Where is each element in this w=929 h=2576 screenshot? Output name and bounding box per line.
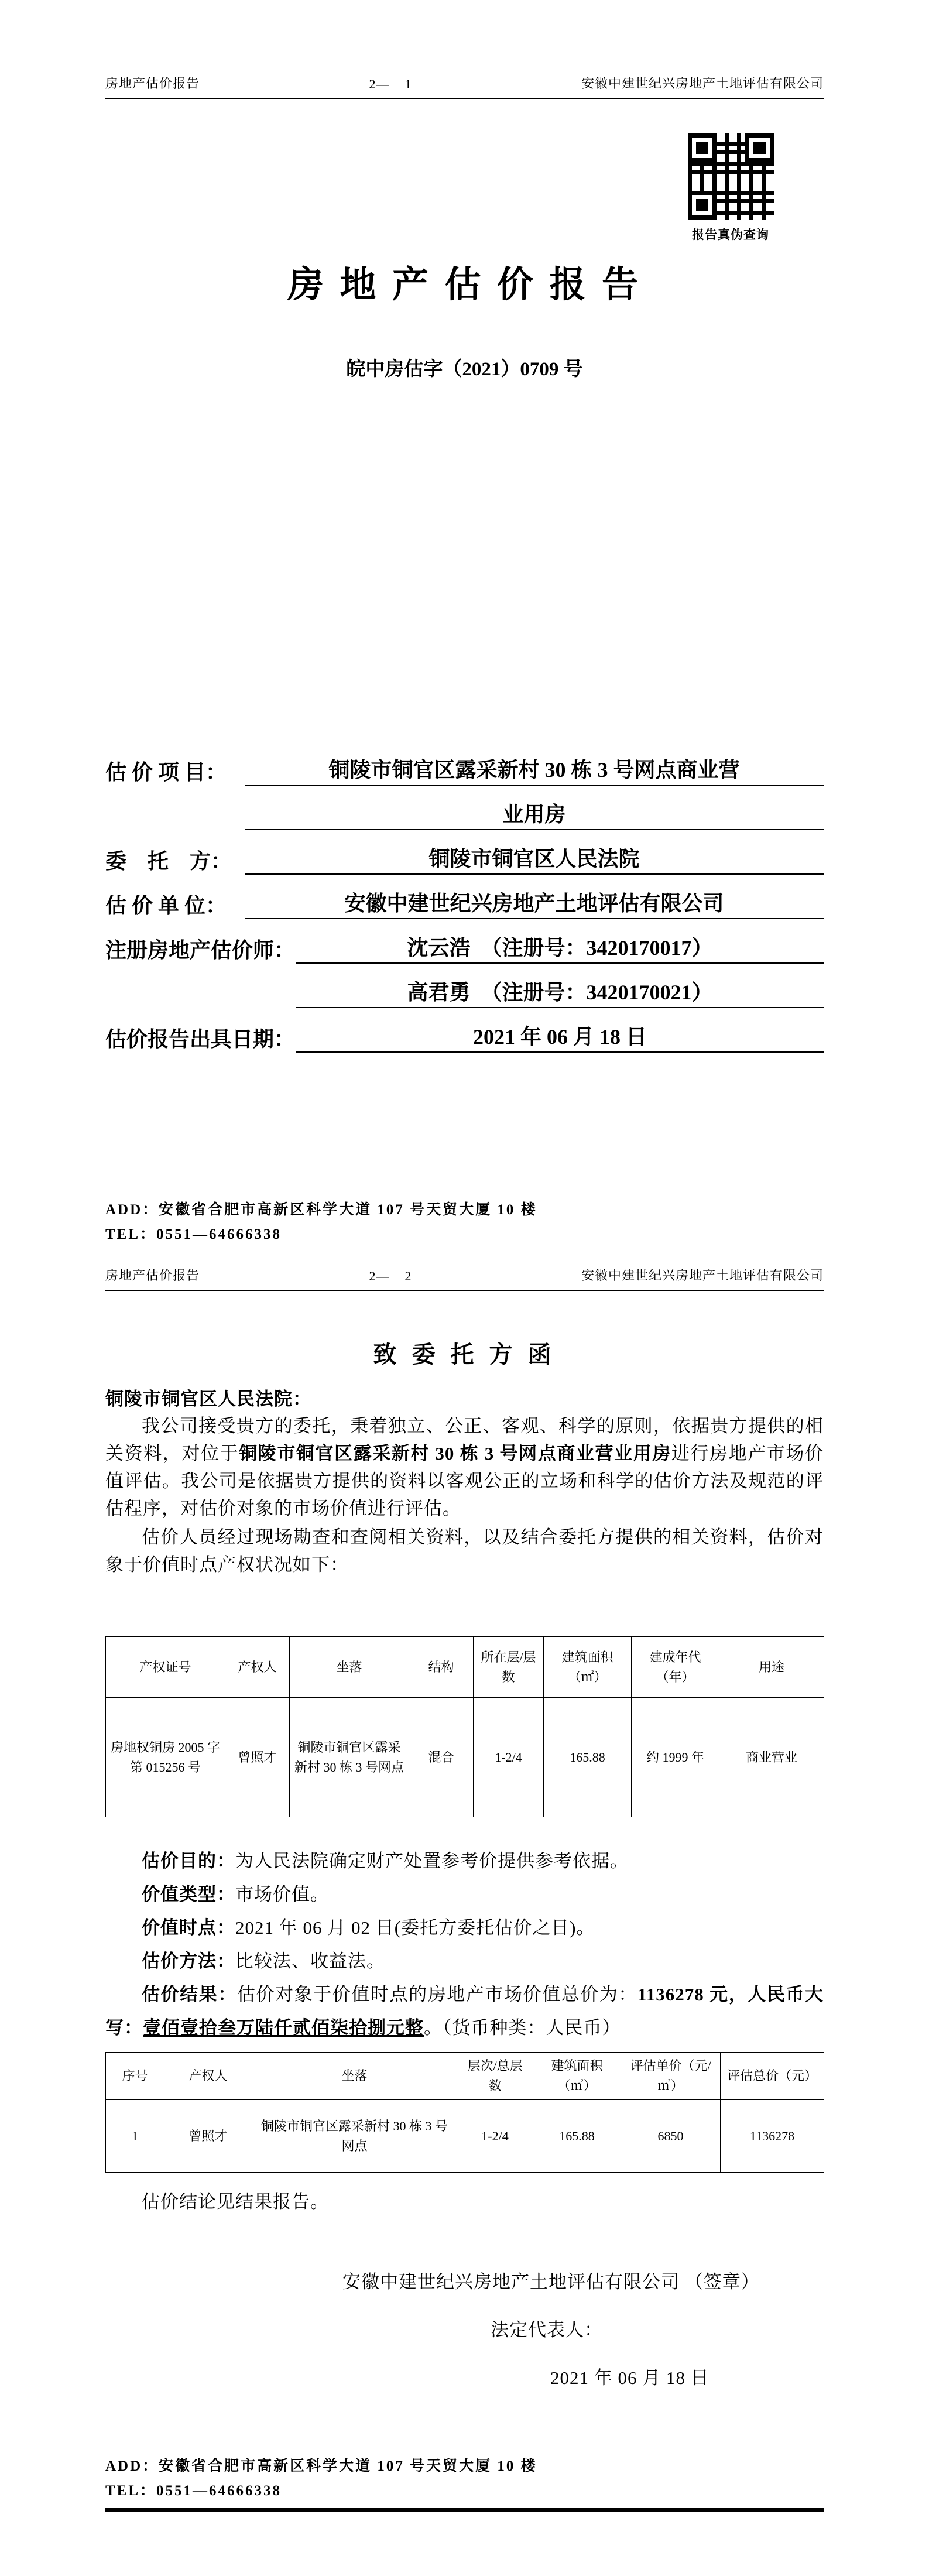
text-segment: 进行房地产市场价值评估。我公司是依据贵方提供的资料以客观公正的立场和科学的估价方法及规范的评估程序，对估价对象的市场价值进行评估。 (105, 1443, 824, 1519)
field-project-row (105, 755, 824, 786)
table-cell-structure: 混合 (409, 1698, 474, 1817)
text-segment: 壹佰壹拾叁万陆仟贰佰柒拾捌元整 (143, 2017, 424, 2038)
field-value-appraiser-2: 高君勇 （注册号：3420170021） (296, 976, 824, 1008)
footer-address: ADD：安徽省合肥市高新区科学大道 107 号天贸大厦 10 楼 (105, 1202, 537, 1218)
table-header-cell: 产权人 (225, 1637, 290, 1698)
legal-representative-label: 法定代表人： (491, 2320, 603, 2340)
text-segment: 比较法、收益法。 (235, 1951, 385, 1971)
value-date (105, 1911, 824, 1944)
table-cell-total-price: 1136278 (721, 2100, 824, 2173)
text-segment: 估价目的： (142, 1851, 235, 1871)
text-segment: 市场价值。 (235, 1884, 329, 1904)
valuation-purpose (105, 1844, 824, 1878)
field-label-appraisers: 注册房地产估价师： (105, 938, 296, 962)
table-cell-area: 165.88 (544, 1698, 632, 1817)
report-cover-page (0, 0, 929, 1259)
table-header-cell: 评估总价（元） (721, 2053, 824, 2100)
text-segment: 价值时点： (142, 1917, 235, 1938)
table-header-cell: 建成年代（年） (632, 1637, 719, 1698)
text-segment: 为人民法院确定财产处置参考价提供参考依据。 (235, 1851, 629, 1871)
value-type (105, 1878, 824, 1911)
table-header-row (106, 2053, 824, 2100)
table-cell-year: 约 1999 年 (632, 1698, 719, 1817)
footer-address: ADD：安徽省合肥市高新区科学大道 107 号天贸大厦 10 楼 (105, 2458, 537, 2474)
table-header-cell: 建筑面积（㎡） (533, 2053, 621, 2100)
report-title: 房 地 产 估 价 报 告 (287, 265, 642, 305)
text-segment: 铜陵市铜官区露采新村 30 栋 3 号网点商业营业用房 (239, 1443, 671, 1464)
field-value-appraiser-1: 沈云浩 （注册号：3420170017） (296, 931, 824, 964)
qr-code (688, 133, 774, 220)
text-segment: 估价对象于价值时点的房地产市场价值总价为： (236, 1984, 637, 2005)
table-header-cell: 结构 (409, 1637, 474, 1698)
header-company-name: 安徽中建世纪兴房地产土地评估有限公司 (581, 76, 824, 91)
field-value-project-line1: 铜陵市铜官区露采新村 30 栋 3 号网点商业营 (245, 753, 824, 786)
field-label-agency: 估 价 单 位： (105, 894, 227, 917)
valuation-result-table (105, 2052, 824, 2173)
table-header-cell: 坐落 (252, 2053, 457, 2100)
table-cell-index: 1 (106, 2100, 164, 2173)
text-segment: 。（货币种类：人民币） (424, 2017, 621, 2038)
valuation-items (105, 1844, 824, 2044)
field-project-row-continuation (105, 800, 824, 830)
cover-fields (105, 755, 824, 1067)
property-rights-table (105, 1636, 824, 1817)
table-header-row (106, 1637, 824, 1698)
field-label-project: 估 价 项 目： (105, 761, 227, 784)
valuation-method (105, 1944, 824, 1978)
header-doc-title: 房地产估价报告 (105, 76, 200, 91)
table-header-cell: 建筑面积（㎡） (544, 1637, 632, 1698)
table-header-cell: 序号 (106, 2053, 164, 2100)
closing-note: 估价结论见结果报告。 (142, 2191, 329, 2212)
footer-phone: TEL：0551—64666338 (105, 2483, 282, 2499)
text-segment: 我公司接受贵方的委托，秉着独立、公正、客观、科学的原则，依据贵方提供的相关资料，对位于 (105, 1416, 824, 1464)
header-company-name: 安徽中建世纪兴房地产土地评估有限公司 (581, 1268, 824, 1283)
field-value-client: 铜陵市铜官区人民法院 (245, 842, 824, 875)
letter-title: 致 委 托 方 函 (373, 1341, 556, 1368)
field-value-issue-date: 2021 年 06 月 18 日 (296, 1020, 824, 1053)
letter-page (0, 1259, 929, 2576)
page-footer (105, 2454, 824, 2503)
field-appraiser-row-1 (105, 933, 824, 964)
text-segment: ，人民币大写： (105, 1984, 824, 2038)
field-issue-date-row (105, 1022, 824, 1053)
page-footer (105, 1198, 824, 1247)
field-appraiser-row-2 (105, 978, 824, 1008)
header-page-number: 2— 2 (369, 1269, 412, 1283)
table-header-cell: 层次/总层数 (457, 2053, 533, 2100)
table-header-cell: 产权人 (164, 2053, 252, 2100)
field-agency-row (105, 889, 824, 919)
table-cell-floor: 1-2/4 (474, 1698, 544, 1817)
table-cell-owner: 曾照才 (225, 1698, 290, 1817)
page-header (105, 1266, 824, 1291)
field-label-issue-date: 估价报告出具日期： (105, 1027, 296, 1051)
table-cell-unit-price: 6850 (621, 2100, 721, 2173)
field-value-agency: 安徽中建世纪兴房地产土地评估有限公司 (245, 887, 824, 919)
footer-phone: TEL：0551—64666338 (105, 1227, 282, 1242)
table-cell-usage: 商业营业 (719, 1698, 824, 1817)
table-cell-cert-no: 房地权铜房 2005 字第 015256 号 (106, 1698, 225, 1817)
report-number: 皖中房估字（2021）0709 号 (346, 359, 583, 380)
table-cell-area: 165.88 (533, 2100, 621, 2173)
table-cell-floor: 1-2/4 (457, 2100, 533, 2173)
table-header-cell: 坐落 (290, 1637, 409, 1698)
qr-caption: 报告真伪查询 (692, 228, 769, 242)
field-label-client: 委 托 方： (105, 849, 232, 873)
table-header-cell: 所在层/层数 (474, 1637, 544, 1698)
intro-paragraph (105, 1412, 824, 1522)
text-segment: 1136278 元 (637, 1984, 729, 2005)
text-segment: 2021 年 06 月 02 日(委托方委托估价之日)。 (235, 1917, 595, 1938)
company-signature: 安徽中建世纪兴房地产土地评估有限公司 （签章） (342, 2272, 760, 2292)
valuation-result (105, 1978, 824, 2044)
table-cell-location: 铜陵市铜官区露采新村 30 栋 3 号网点 (252, 2100, 457, 2173)
table-row (106, 2100, 824, 2173)
field-client-row (105, 844, 824, 875)
signature-date: 2021 年 06 月 18 日 (550, 2368, 709, 2388)
text-segment: 估价方法： (142, 1951, 235, 1971)
text-segment: 价值类型： (142, 1884, 235, 1904)
table-cell-location: 铜陵市铜官区露采新村 30 栋 3 号网点 (290, 1698, 409, 1817)
text-segment: 估价结果： (142, 1984, 237, 2005)
table-header-cell: 评估单价（元/㎡） (621, 2053, 721, 2100)
header-doc-title: 房地产估价报告 (105, 1268, 200, 1283)
qr-block (684, 133, 777, 243)
bottom-rule (105, 2508, 824, 2512)
table-header-cell: 用途 (719, 1637, 824, 1698)
field-value-project-line2: 业用房 (245, 798, 824, 830)
salutation: 铜陵市铜官区人民法院： (105, 1389, 311, 1409)
table-header-cell: 产权证号 (106, 1637, 225, 1698)
page-header (105, 74, 824, 99)
table-cell-owner: 曾照才 (164, 2100, 252, 2173)
header-page-number: 2— 1 (369, 77, 412, 91)
survey-paragraph: 估价人员经过现场勘查和查阅相关资料，以及结合委托方提供的相关资料，估价对象于价值时点产权状况如下： (105, 1527, 824, 1575)
table-row (106, 1698, 824, 1817)
